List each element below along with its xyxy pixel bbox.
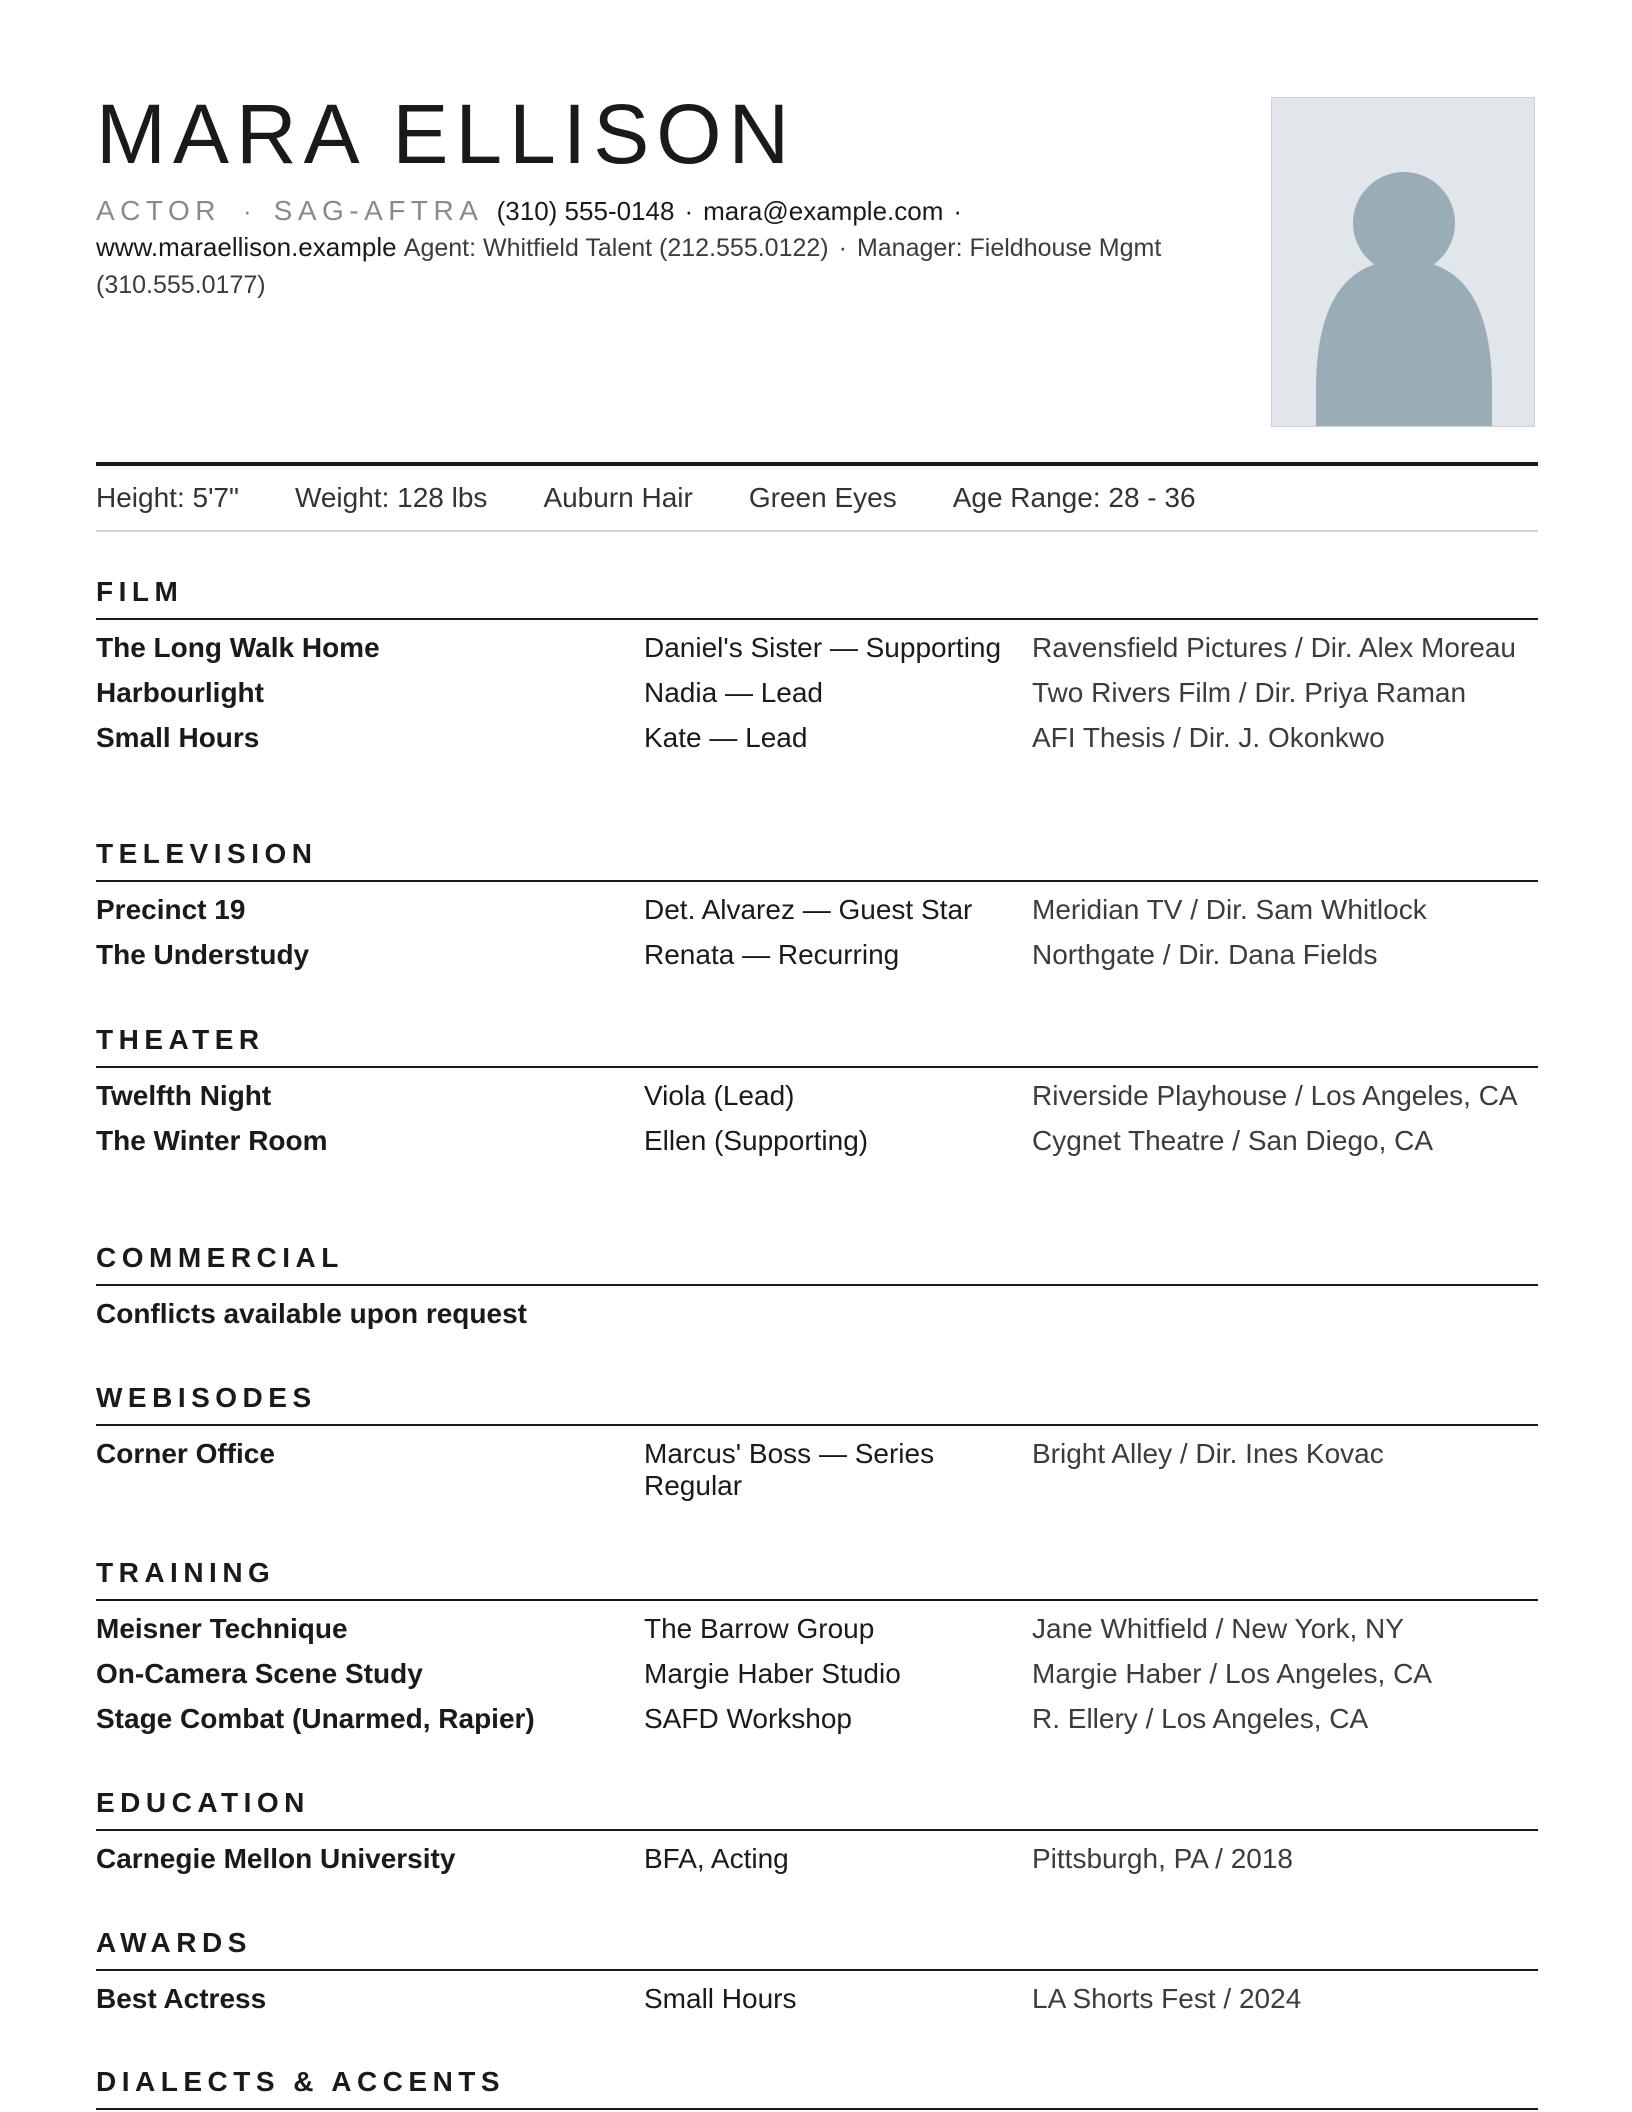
- credit-role: Det. Alvarez — Guest Star: [644, 894, 973, 925]
- credit-company: Two Rivers Film / Dir. Priya Raman: [1032, 677, 1467, 708]
- credit-row: [96, 1080, 1538, 1112]
- section-title: THEATER: [96, 1024, 265, 1055]
- credit-company: Northgate / Dir. Dana Fields: [1032, 939, 1378, 970]
- credit-company: Margie Haber / Los Angeles, CA: [1032, 1658, 1432, 1689]
- credit-row: [96, 939, 1538, 971]
- credit-title: The Long Walk Home: [96, 632, 380, 663]
- credit-row: [96, 722, 1538, 754]
- credit-title: Precinct 19: [96, 894, 246, 925]
- tagline-union: SAG-AFTRA: [273, 195, 484, 226]
- actor-name: MARA ELLISON: [96, 87, 797, 181]
- credit-row: [96, 1843, 1538, 1875]
- credit-role: Marcus' Boss — Series Regular: [644, 1438, 935, 1501]
- email-link[interactable]: mara@example.com: [703, 196, 944, 226]
- section-television: [96, 834, 1538, 984]
- stat-item: Weight: 128 lbs: [294, 482, 488, 513]
- credit-company: Meridian TV / Dir. Sam Whitlock: [1032, 894, 1427, 925]
- credit-title: Meisner Technique: [96, 1613, 348, 1644]
- section-divider: [96, 880, 1538, 882]
- credit-row: [96, 1983, 1538, 2015]
- separator: ·: [684, 196, 694, 226]
- credit-title: Carnegie Mellon University: [96, 1843, 456, 1874]
- credit-role: Renata — Recurring: [644, 939, 900, 970]
- section-webisodes: [96, 1378, 1538, 1515]
- section-divider: [96, 2108, 1538, 2110]
- section-theater: [96, 1020, 1538, 1170]
- credit-title: The Understudy: [96, 939, 310, 970]
- credit-company: Cygnet Theatre / San Diego, CA: [1032, 1125, 1434, 1156]
- credit-title: Stage Combat (Unarmed, Rapier): [96, 1703, 535, 1734]
- section-divider: [96, 1829, 1538, 1831]
- stat-item: Age Range: 28 - 36: [952, 482, 1196, 513]
- credit-company: Bright Alley / Dir. Ines Kovac: [1032, 1438, 1384, 1469]
- section-title: AWARDS: [96, 1927, 252, 1958]
- credit-role: The Barrow Group: [644, 1613, 875, 1644]
- section-training: [96, 1553, 1538, 1748]
- stat-item: Height: 5'7": [96, 482, 239, 513]
- credit-row: [96, 1658, 1538, 1690]
- website-link[interactable]: www.maraellison.example: [96, 232, 397, 262]
- separator: ·: [243, 196, 252, 226]
- header-divider: [96, 462, 1538, 466]
- section-dialects-accents: [96, 2062, 1538, 2110]
- agent-info: Agent: Whitfield Talent (212.555.0122): [403, 234, 829, 262]
- separator: ·: [953, 196, 963, 226]
- credit-role: [644, 1298, 1032, 1330]
- section-title: DIALECTS & ACCENTS: [96, 2066, 506, 2097]
- credit-company: Riverside Playhouse / Los Angeles, CA: [1032, 1080, 1518, 1111]
- phone-number: (310) 555-0148: [496, 196, 675, 226]
- section-divider: [96, 1284, 1538, 1286]
- section-divider: [96, 618, 1538, 620]
- credit-title: Conflicts available upon request: [96, 1298, 527, 1329]
- stats-divider: [96, 530, 1538, 532]
- separator: ·: [838, 234, 847, 262]
- person-silhouette-icon: [1272, 98, 1535, 427]
- credit-role: Viola (Lead): [644, 1080, 795, 1111]
- section-divider: [96, 1066, 1538, 1068]
- section-title: EDUCATION: [96, 1787, 310, 1818]
- credit-role: Daniel's Sister — Supporting: [644, 632, 1002, 663]
- credit-title: Small Hours: [96, 722, 260, 753]
- credit-row: [96, 677, 1538, 709]
- credit-row: [96, 1298, 1538, 1330]
- physical-stats: [96, 482, 1252, 518]
- credit-role: BFA, Acting: [644, 1843, 789, 1874]
- contact-block: [96, 193, 1266, 303]
- tagline-role: ACTOR: [96, 195, 221, 226]
- section-commercial: [96, 1238, 1538, 1343]
- credit-title: Harbourlight: [96, 677, 264, 708]
- section-title: TELEVISION: [96, 838, 318, 869]
- headshot-placeholder: [1271, 97, 1535, 427]
- credit-company: LA Shorts Fest / 2024: [1032, 1983, 1302, 2014]
- credit-role: Margie Haber Studio: [644, 1658, 901, 1689]
- section-title: TRAINING: [96, 1557, 276, 1588]
- section-divider: [96, 1969, 1538, 1971]
- credit-row: [96, 1438, 1538, 1502]
- credit-company: R. Ellery / Los Angeles, CA: [1032, 1703, 1369, 1734]
- credit-company: [1032, 1298, 1538, 1330]
- section-divider: [96, 1424, 1538, 1426]
- credit-company: Ravensfield Pictures / Dir. Alex Moreau: [1032, 632, 1516, 663]
- credit-company: Pittsburgh, PA / 2018: [1032, 1843, 1293, 1874]
- section-title: WEBISODES: [96, 1382, 317, 1413]
- stat-item: Auburn Hair: [543, 482, 693, 513]
- resume-page: [96, 0, 1538, 2112]
- credit-company: AFI Thesis / Dir. J. Okonkwo: [1032, 722, 1385, 753]
- credit-title: Corner Office: [96, 1438, 275, 1469]
- credit-title: Twelfth Night: [96, 1080, 272, 1111]
- credit-role: Ellen (Supporting): [644, 1125, 869, 1156]
- credit-title: On-Camera Scene Study: [96, 1658, 423, 1689]
- section-divider: [96, 1599, 1538, 1601]
- manager-info: Manager: Fieldhouse Mgmt (310.555.0177): [96, 234, 1162, 299]
- section-awards: [96, 1923, 1538, 2028]
- section-education: [96, 1783, 1538, 1888]
- stat-item: Green Eyes: [748, 482, 897, 513]
- credit-row: [96, 1703, 1538, 1735]
- credit-row: [96, 1613, 1538, 1645]
- section-title: COMMERCIAL: [96, 1242, 344, 1273]
- section-title: FILM: [96, 576, 184, 607]
- credit-title: The Winter Room: [96, 1125, 328, 1156]
- credit-title: Best Actress: [96, 1983, 267, 2014]
- credit-role: Nadia — Lead: [644, 677, 824, 708]
- section-film: [96, 572, 1538, 767]
- credit-role: Small Hours: [644, 1983, 797, 2014]
- credit-row: [96, 1125, 1538, 1157]
- credit-role: Kate — Lead: [644, 722, 808, 753]
- credit-role: SAFD Workshop: [644, 1703, 852, 1734]
- credit-company: Jane Whitfield / New York, NY: [1032, 1613, 1404, 1644]
- credit-row: [96, 894, 1538, 926]
- credit-row: [96, 632, 1538, 664]
